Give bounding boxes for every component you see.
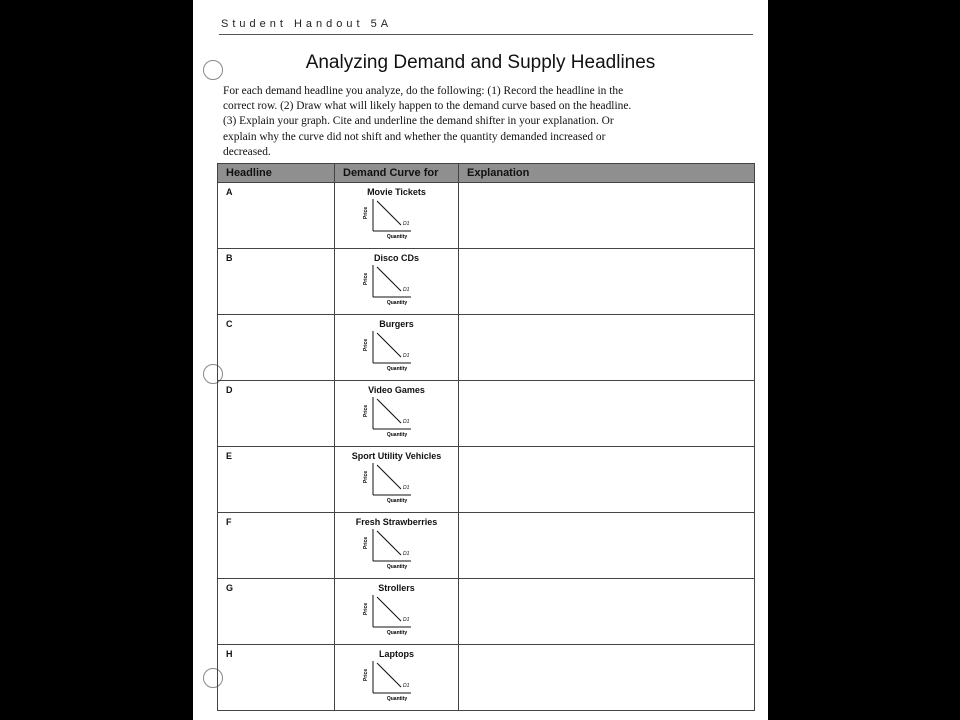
- row-letter: C: [226, 319, 233, 329]
- price-axis-label: Price: [363, 602, 369, 616]
- price-axis-label: Price: [363, 668, 369, 682]
- headline-cell[interactable]: [218, 513, 335, 579]
- demand-curve-cell: [335, 249, 459, 315]
- curve-label: D1: [403, 683, 410, 689]
- headline-cell[interactable]: [218, 579, 335, 645]
- table-row: [218, 315, 755, 381]
- header-rule: [219, 34, 753, 35]
- demand-graph: [361, 461, 431, 512]
- row-letter: E: [226, 451, 233, 461]
- headline-cell[interactable]: [218, 249, 335, 315]
- product-name: Strollers: [378, 583, 415, 593]
- handout-page: [193, 0, 768, 720]
- price-axis-label: Price: [363, 470, 369, 484]
- curve-label: D1: [403, 353, 410, 359]
- curve-label: D1: [403, 551, 410, 557]
- demand-curve-box: [335, 513, 458, 578]
- demand-curve-cell: [335, 381, 459, 447]
- demand-curve-cell: [335, 183, 459, 249]
- demand-curve-box: [335, 183, 458, 248]
- demand-curve-line: [377, 201, 401, 225]
- demand-curve-line: [377, 267, 401, 291]
- demand-curve-cell: [335, 645, 459, 711]
- demand-curve-line: [377, 531, 401, 555]
- quantity-axis-label: Quantity: [386, 696, 408, 702]
- column-header-demand-curve: Demand Curve for: [335, 164, 459, 183]
- column-header-headline: Headline: [218, 164, 335, 183]
- quantity-axis-label: Quantity: [386, 234, 408, 240]
- price-axis-label: Price: [363, 338, 369, 352]
- table-row: [218, 183, 755, 249]
- product-name: Movie Tickets: [367, 187, 426, 197]
- product-name: Fresh Strawberries: [355, 517, 438, 527]
- page-title: Analyzing Demand and Supply Headlines: [305, 52, 656, 73]
- table-row: [218, 645, 755, 711]
- column-header-explanation: Explanation: [459, 164, 755, 183]
- product-name: Laptops: [379, 649, 414, 659]
- demand-curve-box: [335, 645, 458, 710]
- headline-cell[interactable]: [218, 315, 335, 381]
- demand-curve-cell: [335, 513, 459, 579]
- headline-table: [217, 163, 755, 711]
- headline-cell[interactable]: [218, 447, 335, 513]
- table-row: [218, 249, 755, 315]
- demand-curve-box: [335, 315, 458, 380]
- row-letter: F: [226, 517, 232, 527]
- demand-curve-box: [335, 447, 458, 512]
- demand-graph: [361, 329, 431, 380]
- curve-label: D1: [403, 221, 410, 227]
- table-row: [218, 579, 755, 645]
- demand-curve-line: [377, 597, 401, 621]
- explanation-cell[interactable]: [459, 183, 755, 249]
- headline-cell[interactable]: [218, 183, 335, 249]
- handout-label: Student Handout 5A: [221, 18, 393, 30]
- product-name: Burgers: [379, 319, 414, 329]
- table-header-row: [218, 164, 755, 183]
- explanation-cell[interactable]: [459, 645, 755, 711]
- price-axis-label: Price: [363, 206, 369, 220]
- curve-label: D1: [403, 419, 410, 425]
- explanation-cell[interactable]: [459, 447, 755, 513]
- quantity-axis-label: Quantity: [386, 432, 408, 438]
- price-axis-label: Price: [363, 404, 369, 418]
- demand-graph: [361, 395, 431, 446]
- table-row: [218, 381, 755, 447]
- instructions-text: For each demand headline you analyze, do the following: (1) Record the headline in the correct row. (2) Draw what will likely happen to the demand curve based on the headline. (3) Explain your graph. Cite and underline the demand shifter in your explanation. Or explain why the curve did not shift and whether the quantity demanded increased or decreased.: [223, 85, 632, 158]
- demand-curve-cell: [335, 447, 459, 513]
- demand-graph: [361, 527, 431, 578]
- quantity-axis-label: Quantity: [386, 630, 408, 636]
- curve-label: D1: [403, 287, 410, 293]
- demand-curve-box: [335, 381, 458, 446]
- demand-curve-line: [377, 663, 401, 687]
- demand-graph: [361, 263, 431, 314]
- table-row: [218, 447, 755, 513]
- price-axis-label: Price: [363, 536, 369, 550]
- quantity-axis-label: Quantity: [386, 300, 408, 306]
- demand-curve-box: [335, 579, 458, 644]
- demand-curve-line: [377, 333, 401, 357]
- demand-curve-cell: [335, 579, 459, 645]
- curve-label: D1: [403, 617, 410, 623]
- headline-cell[interactable]: [218, 381, 335, 447]
- row-letter: H: [226, 649, 233, 659]
- explanation-cell[interactable]: [459, 315, 755, 381]
- curve-label: D1: [403, 485, 410, 491]
- explanation-cell[interactable]: [459, 381, 755, 447]
- explanation-cell[interactable]: [459, 249, 755, 315]
- row-letter: A: [226, 187, 233, 197]
- demand-graph: [361, 197, 431, 248]
- row-letter: D: [226, 385, 233, 395]
- product-name: Video Games: [368, 385, 425, 395]
- demand-curve-line: [377, 465, 401, 489]
- product-name: Sport Utility Vehicles: [351, 451, 442, 461]
- demand-curve-cell: [335, 315, 459, 381]
- product-name: Disco CDs: [373, 253, 419, 263]
- quantity-axis-label: Quantity: [386, 366, 408, 372]
- row-letter: G: [226, 583, 234, 593]
- price-axis-label: Price: [363, 272, 369, 286]
- demand-graph: [361, 659, 431, 710]
- headline-cell[interactable]: [218, 645, 335, 711]
- demand-curve-box: [335, 249, 458, 314]
- quantity-axis-label: Quantity: [386, 498, 408, 504]
- explanation-cell[interactable]: [459, 579, 755, 645]
- demand-graph: [361, 593, 431, 644]
- row-letter: B: [226, 253, 233, 263]
- demand-curve-line: [377, 399, 401, 423]
- explanation-cell[interactable]: [459, 513, 755, 579]
- table-row: [218, 513, 755, 579]
- quantity-axis-label: Quantity: [386, 564, 408, 570]
